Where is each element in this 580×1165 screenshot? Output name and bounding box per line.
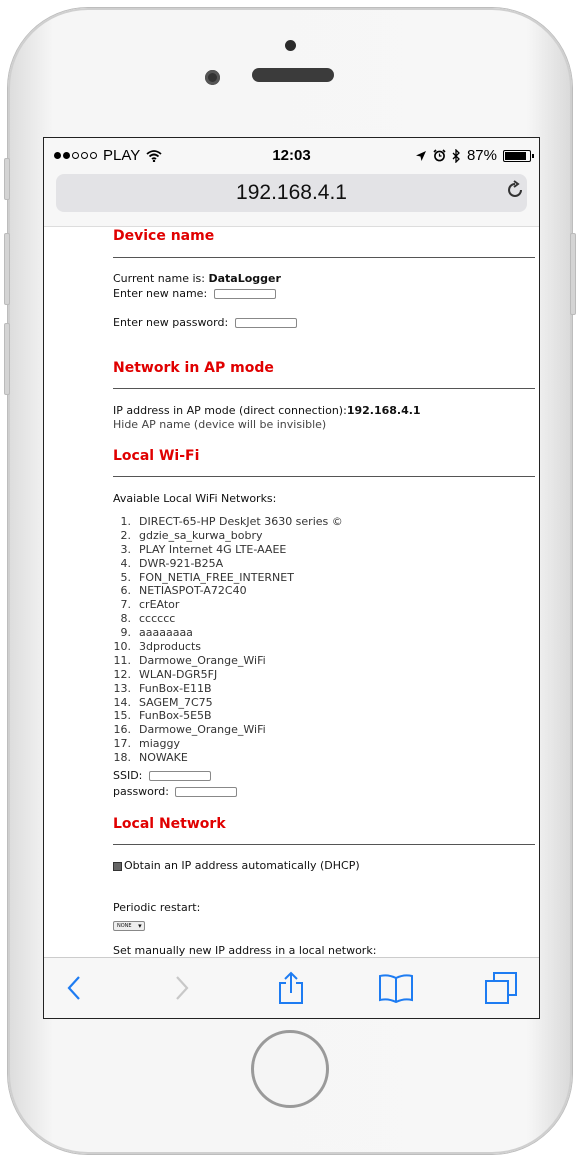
divider	[113, 388, 535, 389]
wifi-network-number: 9.	[120, 626, 131, 640]
ap-mode-title: Network in AP mode	[113, 360, 274, 376]
wifi-network-number: 11.	[113, 653, 131, 667]
wifi-network-item[interactable]	[113, 598, 343, 612]
wifi-network-name: crEAtor	[139, 598, 180, 612]
wifi-network-number: 17.	[113, 737, 131, 751]
battery-icon	[503, 150, 531, 162]
manual-ip-label: Set manually new IP address in a local network:	[113, 944, 377, 957]
wifi-network-name: cccccc	[139, 612, 176, 626]
wifi-network-name: Darmowe_Orange_WiFi	[139, 653, 266, 667]
wifi-list-label: Avaiable Local WiFi Networks:	[113, 492, 277, 505]
periodic-restart-label: Periodic restart:	[113, 901, 201, 914]
wifi-network-name: FunBox-E11B	[139, 681, 212, 695]
wifi-network-name: gdzie_sa_kurwa_bobry	[139, 528, 263, 542]
wifi-network-list	[113, 515, 343, 765]
ssid-input[interactable]	[149, 771, 211, 781]
wifi-network-item[interactable]	[113, 626, 343, 640]
device-name-title: Device name	[113, 228, 215, 244]
wifi-network-number: 16.	[113, 723, 131, 737]
front-camera	[205, 70, 220, 85]
wifi-network-item[interactable]	[113, 696, 343, 710]
status-bar	[44, 138, 539, 174]
clock: 12:03	[272, 147, 311, 164]
forward-icon[interactable]	[162, 970, 202, 1006]
battery-percent: 87%	[466, 147, 497, 164]
wifi-network-number: 14.	[113, 695, 131, 709]
new-name-row: Enter new name:	[113, 287, 276, 300]
ap-ip-value: 192.168.4.1	[346, 404, 421, 417]
wifi-network-item[interactable]	[113, 737, 343, 751]
wifi-network-name: Darmowe_Orange_WiFi	[139, 723, 266, 737]
bluetooth-icon	[452, 149, 461, 163]
location-arrow-icon	[415, 150, 427, 162]
address-bar[interactable]	[56, 174, 527, 212]
wifi-network-item[interactable]	[113, 654, 343, 668]
wifi-network-item[interactable]	[113, 612, 343, 626]
volume-down-button	[4, 323, 10, 395]
wifi-network-item[interactable]	[113, 584, 343, 598]
reload-icon[interactable]	[505, 174, 525, 212]
web-content	[44, 226, 539, 960]
wifi-network-item[interactable]	[113, 529, 343, 543]
wifi-network-item[interactable]	[113, 723, 343, 737]
current-name-value: DataLogger	[208, 272, 281, 285]
divider	[113, 257, 535, 258]
wifi-network-name: DWR-921-B25A	[139, 556, 224, 570]
earpiece-speaker	[252, 68, 334, 82]
silent-switch	[4, 158, 10, 200]
wifi-network-number: 12.	[113, 667, 131, 681]
wifi-network-name: NETIASPOT-A72C40	[139, 584, 247, 598]
phone-screen	[43, 137, 540, 1019]
wifi-network-number: 4.	[120, 556, 131, 570]
carrier-name: PLAY	[103, 147, 141, 164]
wifi-network-item[interactable]	[113, 682, 343, 696]
wifi-network-number: 18.	[113, 751, 131, 765]
wifi-network-item[interactable]	[113, 668, 343, 682]
back-icon[interactable]	[54, 970, 94, 1006]
wifi-password-row: password:	[113, 785, 237, 798]
dhcp-row: Obtain an IP address automatically (DHCP)	[113, 859, 360, 872]
wifi-network-name: NOWAKE	[139, 751, 188, 765]
ap-ip-line: IP address in AP mode (direct connection):192.168.4.1	[113, 404, 421, 417]
wifi-network-number: 7.	[120, 598, 131, 612]
wifi-password-input[interactable]	[175, 787, 237, 797]
wifi-network-name: FON_NETIA_FREE_INTERNET	[139, 570, 294, 584]
wifi-network-number: 8.	[120, 612, 131, 626]
periodic-restart-row	[113, 917, 145, 931]
new-password-row: Enter new password:	[113, 316, 297, 329]
wifi-network-number: 5.	[120, 570, 131, 584]
wifi-network-number: 2.	[120, 528, 131, 542]
wifi-network-number: 1.	[120, 515, 131, 528]
wifi-network-item[interactable]	[113, 751, 343, 765]
wifi-network-name: DIRECT-65-HP DeskJet 3630 series ©	[139, 515, 343, 528]
ssid-row: SSID:	[113, 769, 211, 782]
wifi-network-name: aaaaaaaa	[139, 626, 193, 640]
wifi-network-name: WLAN-DGR5FJ	[139, 667, 218, 681]
wifi-network-name: SAGEM_7C75	[139, 695, 213, 709]
browser-toolbar	[44, 957, 539, 1018]
url-text: 192.168.4.1	[236, 181, 347, 204]
home-button[interactable]	[251, 1030, 329, 1108]
wifi-network-name: 3dproducts	[139, 640, 202, 654]
wifi-network-item[interactable]	[113, 515, 343, 529]
new-name-input[interactable]	[214, 289, 276, 299]
divider	[113, 844, 535, 845]
status-right	[415, 147, 531, 164]
share-icon[interactable]	[271, 970, 311, 1006]
power-button	[570, 233, 576, 315]
periodic-restart-select[interactable]: NONE ▾	[113, 921, 145, 931]
hide-ap-option[interactable]: Hide AP name (device will be invisible)	[113, 418, 327, 431]
wifi-network-number: 3.	[120, 542, 131, 556]
tabs-icon[interactable]	[481, 970, 521, 1006]
wifi-network-item[interactable]	[113, 640, 343, 654]
bookmarks-icon[interactable]	[376, 970, 416, 1006]
wifi-network-name: PLAY Internet 4G LTE-AAEE	[139, 542, 287, 556]
wifi-network-number: 6.	[120, 584, 131, 598]
dhcp-checkbox[interactable]	[113, 862, 122, 871]
divider	[113, 476, 535, 477]
alarm-clock-icon	[433, 149, 446, 162]
wifi-network-name: miaggy	[139, 737, 180, 751]
volume-up-button	[4, 233, 10, 305]
camera-dot	[285, 40, 296, 51]
wifi-network-item[interactable]	[113, 557, 343, 571]
wifi-network-item[interactable]	[113, 571, 343, 585]
wifi-network-item[interactable]	[113, 543, 343, 557]
local-network-title: Local Network	[113, 816, 226, 832]
wifi-network-number: 10.	[113, 640, 131, 654]
local-wifi-title: Local Wi-Fi	[113, 448, 200, 464]
wifi-network-item[interactable]	[113, 709, 343, 723]
browser-address-area	[44, 174, 539, 227]
current-name-line: Current name is: DataLogger	[113, 272, 281, 285]
wifi-network-number: 13.	[113, 681, 131, 695]
wifi-network-number: 15.	[113, 709, 131, 723]
wifi-network-name: FunBox-5E5B	[139, 709, 212, 723]
new-password-input[interactable]	[235, 318, 297, 328]
